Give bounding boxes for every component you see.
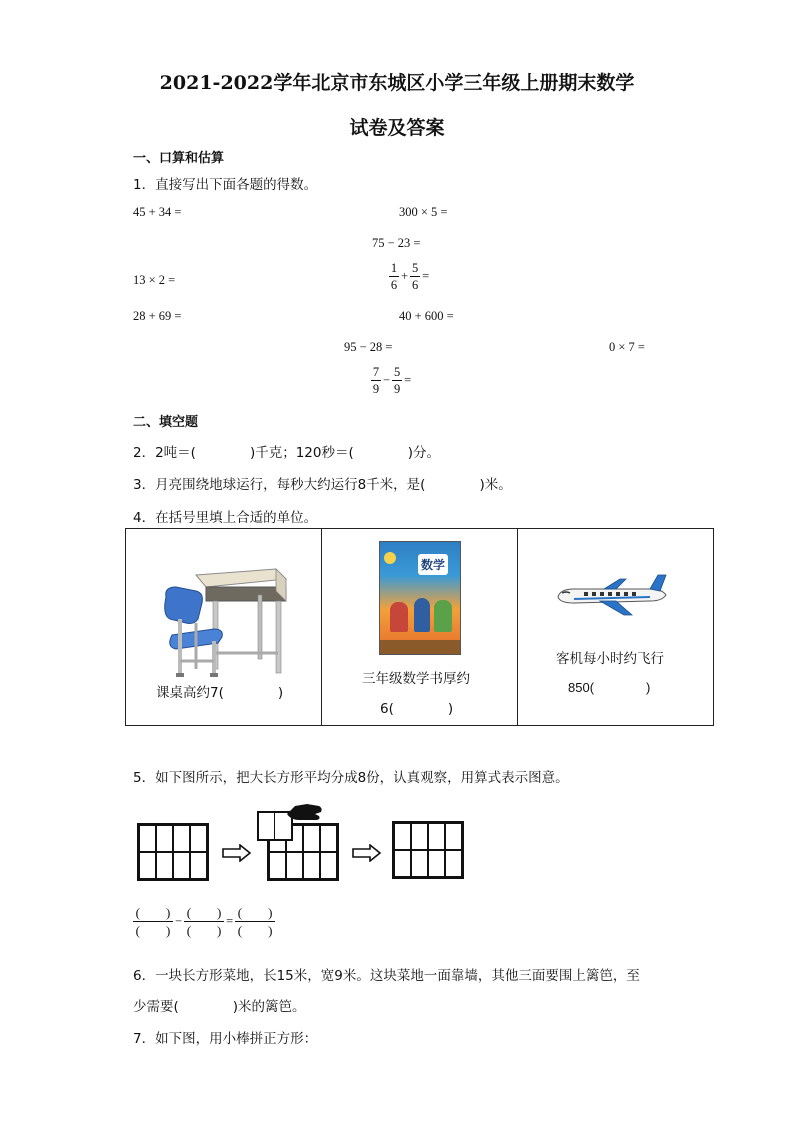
exercise-8: 95 − 28 = xyxy=(344,340,393,354)
plane-value: 850( ) xyxy=(568,680,651,695)
exercise-10: $\frac{7}{9}$ − $\frac{5}{9}$ = xyxy=(372,365,412,396)
desk-cell xyxy=(126,529,322,726)
exercise-5: $\frac{1}{6}$ + $\frac{5}{6}$ = xyxy=(390,261,430,292)
exercise-1: 45 + 34 = xyxy=(133,205,182,219)
fraction-5-6: $\frac{5}{6}$ xyxy=(411,261,419,292)
question-2: 2．2吨＝( )千克；120秒＝( )分。 xyxy=(133,445,441,461)
desk-chair-image xyxy=(158,557,288,682)
math-book-image xyxy=(379,541,461,655)
section-heading-2: 二、填空题 xyxy=(133,415,199,430)
airplane-image xyxy=(554,573,670,617)
book-caption: 三年级数学书厚约 xyxy=(362,671,470,687)
fraction-5-9: $\frac{5}{9}$ xyxy=(393,365,401,396)
exercise-6: 28 + 69 = xyxy=(133,309,182,323)
fraction-blank-3: ( ) ( ) xyxy=(235,905,275,938)
question-4: 4．在括号里填上合适的单位。 xyxy=(133,510,318,526)
question-7: 7．如下图，用小棒拼正方形： xyxy=(133,1031,318,1047)
fraction-1-6: $\frac{1}{6}$ xyxy=(390,261,398,292)
section-heading-1: 一、口算和估算 xyxy=(133,151,225,166)
plane-cell xyxy=(518,529,714,726)
paper-title-line2: 试卷及答案 xyxy=(349,117,445,139)
exercise-9: 0 × 7 = xyxy=(609,340,645,354)
exercise-7: 40 + 600 = xyxy=(399,309,454,323)
plane-caption: 客机每小时约飞行 xyxy=(556,651,664,667)
exercise-3: 75 − 23 = xyxy=(372,236,421,250)
book-cover-title: 数学 xyxy=(418,554,448,575)
arrow-right-icon xyxy=(222,844,252,862)
fraction-blank-2: ( ) ( ) xyxy=(184,905,224,938)
question-3: 3．月亮围绕地球运行，每秒大约运行8千米，是( )米。 xyxy=(133,477,512,493)
question-1: 1．直接写出下面各题的得数。 xyxy=(133,177,318,193)
hand-icon xyxy=(285,800,325,822)
desk-caption: 课桌高约7( ) xyxy=(156,685,284,701)
book-cell xyxy=(322,529,518,726)
minus-sign: − xyxy=(175,914,183,928)
exercise-2: 300 × 5 = xyxy=(399,205,448,219)
question-5: 5．如下图所示，把大长方形平均分成8份，认真观察，用算式表示图意。 xyxy=(133,770,569,786)
rectangle-grid-full xyxy=(137,823,209,881)
rectangle-grid-removing xyxy=(257,800,339,882)
fraction-7-9: $\frac{7}{9}$ xyxy=(372,365,380,396)
question-6-line1: 6．一块长方形菜地，长15米，宽9米。这块菜地一面靠墙，其他三面要围上篱笆，至 xyxy=(133,968,640,984)
paper-title-line1: 2021-2022学年北京市东城区小学三年级上册期末数学 xyxy=(159,72,635,94)
units-table xyxy=(125,528,714,726)
arrow-right-icon-2 xyxy=(352,844,382,862)
question-6-line2: 少需要( )米的篱笆。 xyxy=(133,999,306,1015)
book-value: 6( ) xyxy=(380,701,454,717)
equals-sign: = xyxy=(226,914,234,928)
q5-equation xyxy=(133,905,275,938)
fraction-blank-1: ( ) ( ) xyxy=(133,905,173,938)
rectangle-grid-result xyxy=(392,821,464,879)
exercise-4: 13 × 2 = xyxy=(133,273,176,287)
